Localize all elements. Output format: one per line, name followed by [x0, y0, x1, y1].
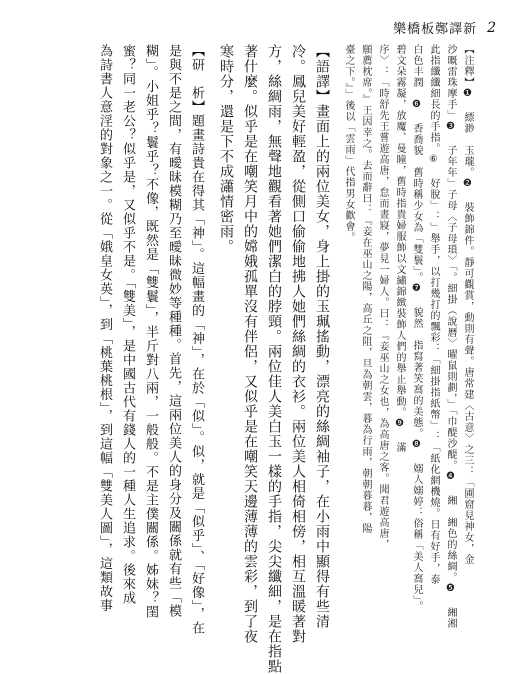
- note-column: 【注釋】❶ 縹渺 玉瓏。❷ 裝飾錦件。靜可觀賞，動則有聲。唐常建〈古意〉之三：「圃窟見神女，金: [462, 44, 473, 565]
- translation-column: 著什麼。似乎是在嘲笑月中的嫦娥孤單沒有伴侶，又似乎是在嘲笑天邊薄薄的雲彩，到了夜: [242, 44, 258, 644]
- analysis-column: 糊」。小姐乎？鬟乎？不像，既然是「雙鬟」，半斤對八兩，一般般。不是主僕關係。姊妹？閨: [143, 44, 158, 619]
- translation-column: 寒時分，還是下不成瀟情密雨。: [218, 44, 234, 254]
- vertical-text-block: [93, 44, 476, 674]
- running-header: [393, 18, 496, 37]
- translation-column: 方，絲綢雨，無聲地觀看著她們潔白的脖頸。兩位佳人美白玉一樣的手指，尖尖纖細，是在指點: [266, 44, 282, 674]
- translation-column: 冷。鳳兒美好輕盈，從側口偷偷地拂人她們絲綢的衣衫。兩位美人相倚相傍，相互溫暖著對: [290, 44, 306, 644]
- note-column: 序〉：「時舒先王嘗遊高唐，怠而晝寢，夢見一婦人。曰：『妾巫山之女也，為高唐之客。聞君遊高唐，: [377, 44, 388, 550]
- analysis-column: 蜜？同一老公？似乎是，又似乎不是。「雙美」，是中國古代有錢人的一種人生追求。後來成: [120, 44, 135, 605]
- note-column: 沙嘅雷珠摩手」❸ 子年年」子母〈子母瑣〉「。細掛（說曆〉曜鼠則劃，」「巾醍沙醍。❹ 緗 緗色的絲綢。❺ 緗湘: [445, 44, 456, 629]
- book-title: 樂橋板鄭譯新: [393, 22, 478, 37]
- note-column: 臺之下。』」後以「雲雨」代指男女歡會。: [343, 44, 354, 243]
- note-column: 白色丰潤 ❻ 香喬貌 舊時稱少女為「雙鬟」。❼ 貌然 指寫著笑窩的美態。❽ 嫋人嫋婷：俗稱「美人窩兒」。: [411, 44, 422, 612]
- note-column: 願薦枕席。』王因幸之。去而辭曰：『妾在巫山之陽，高丘之阻，旦為朝雲，暮為行雨，朝朝暮暮，陽: [360, 44, 371, 534]
- analysis-column: 為詩書人意淫的對象之一。從「娥皇女英」，到「桃葉桃根」，到這幅「雙美人圖」，這類故事: [97, 44, 112, 613]
- analysis-column: 【研 析】題畫詩貴在得其「神」。這幅畫的「神」，在於「似」。似，就是「似乎」、「好像」，在: [189, 44, 204, 635]
- note-column: 此指纖纖細長的手指。⑥ 好脫」：」舉手，以打幾打的飄彩：「細掛指紙幣」：「紙化網機燒。日有好手，泰: [428, 44, 439, 585]
- page-number: 2: [487, 19, 496, 36]
- note-column: 碧文朵霧凝，放魔、曼瞳，舊時指貴婦服飾以文繡錦緻裝飾人們的舉止舉動。❾ 滿: [394, 44, 405, 453]
- analysis-column: 是與不是之間，有曖昧模糊乃至曖昧微妙等種種。首先，這兩位美人的身分及關係就有些「模: [166, 44, 181, 618]
- translation-column: 【語譯】畫面上的兩位美女，身上掛的玉珮搖動，漂亮的絲綢袖子，在小雨中顯得有些清: [314, 44, 330, 629]
